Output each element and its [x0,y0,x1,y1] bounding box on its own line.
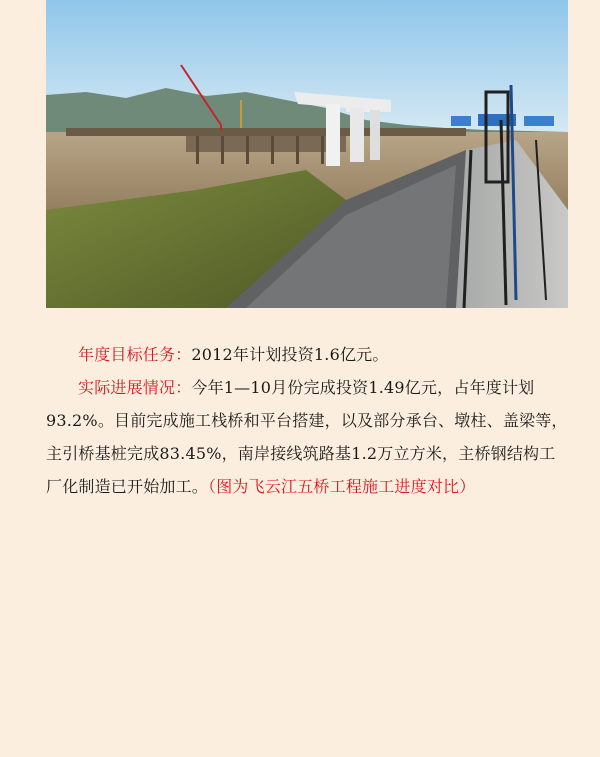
photo-caption-note: （图为飞云江五桥工程施工进度对比） [208,477,476,496]
annual-target-label: 年度目标任务： [78,345,192,364]
construction-photo [46,0,568,308]
text-content [46,338,568,503]
actual-progress-label: 实际进展情况： [78,378,192,397]
actual-progress-text: 今年1—10月份完成投资1.49亿元，占年度计划93.2%。目前完成施工栈桥和平台搭建，以及部分承台、墩柱、盖梁等，主引桥基桩完成83.45%，南岸接线筑路基1.2万立方米，主桥钢结构工厂化制造已开始加工。 [46,378,568,496]
actual-progress-paragraph [46,371,568,503]
annual-target-paragraph [46,338,568,371]
annual-target-text: 2012年计划投资1.6亿元。 [191,345,389,364]
